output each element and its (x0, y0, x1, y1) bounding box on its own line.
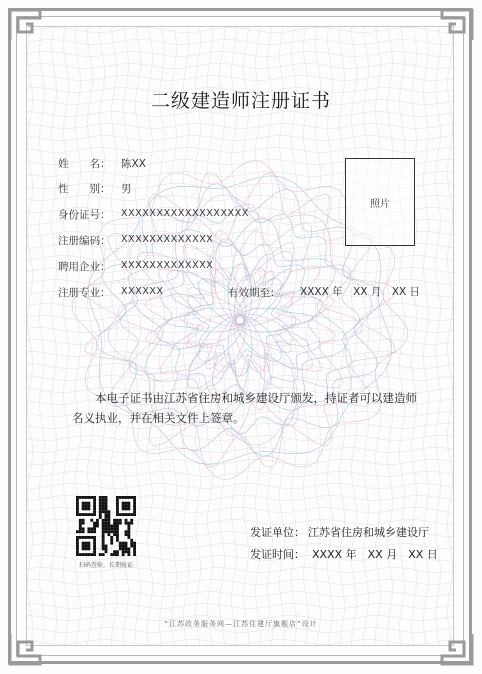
issuer-unit-value: 江苏省住房和城乡建设厅 (308, 526, 429, 539)
corner-ornament-top-left (8, 8, 42, 42)
name-value: 陈XX (121, 158, 146, 170)
id-number-value: XXXXXXXXXXXXXXXXXX (121, 208, 249, 219)
certificate-statement: 本电子证书由江苏省住房和城乡建设厅颁发，持证者可以建造师名义执业，并在相关文件上签章。 (72, 391, 417, 425)
specialty-label: 注册专业： (58, 287, 111, 299)
name-label: 姓 名： (58, 158, 111, 170)
validity-label: 有效期至： (228, 287, 281, 299)
gender-label: 性 别： (58, 183, 111, 195)
id-number-label: 身份证号： (58, 209, 111, 221)
certificate-title: 二级建造师注册证书 (150, 90, 331, 112)
registration-code-value: XXXXXXXXXXXXX (121, 234, 214, 245)
photo-box (345, 158, 415, 246)
gender-value: 男 (121, 183, 132, 195)
specialty-value: XXXXXX (121, 286, 164, 297)
issue-date-label: 发证时间： (250, 548, 305, 561)
verification-qr-code[interactable] (76, 496, 136, 556)
validity-value: XXXX 年 XX 月 XX 日 (300, 286, 421, 298)
employer-value: XXXXXXXXXXXXX (121, 260, 214, 271)
corner-ornament-top-right (440, 8, 474, 42)
issuer-unit-label: 发证单位： (250, 526, 305, 539)
photo-label: 照片 (370, 198, 390, 210)
corner-ornament-bottom-right (440, 632, 474, 666)
issue-date-value: XXXX 年 XX 月 XX 日 (312, 548, 438, 561)
qr-caption: 扫码查验，长期验证 (78, 562, 133, 569)
registration-code-label: 注册编码： (58, 235, 111, 247)
footer-credit: “江苏政务服务网—江苏住建厅旗舰店”设计 (164, 620, 318, 628)
employer-label: 聘用企业： (58, 261, 111, 273)
corner-ornament-bottom-left (8, 632, 42, 666)
